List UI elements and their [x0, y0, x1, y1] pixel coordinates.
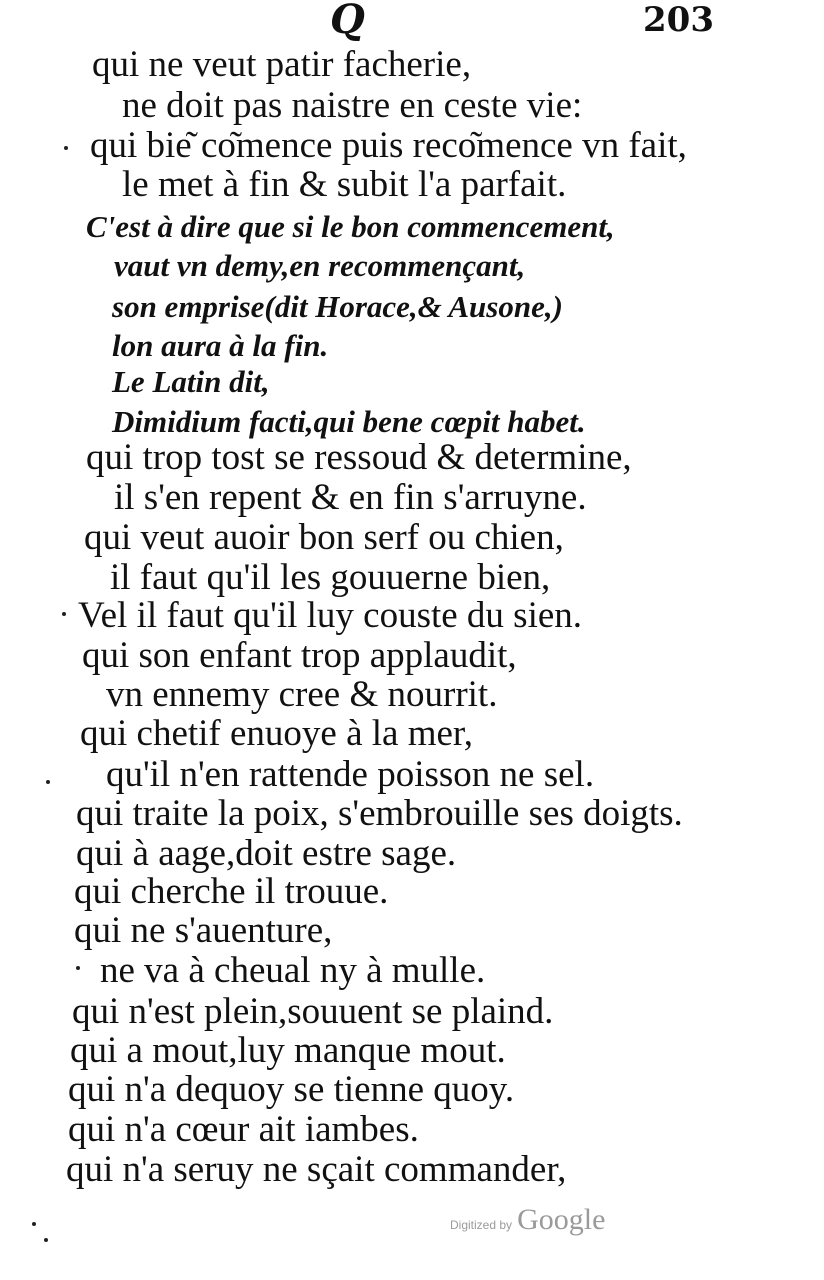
text-line: son emprise(dit Horace,& Ausone,) [112, 289, 563, 324]
text-line: qu'il n'en rattende poisson ne sel. [106, 754, 595, 795]
text-line: qui bie͂ co͂mence puis reco͂mence vn fait, [90, 125, 687, 166]
text-line: lon aura à la fin. [112, 328, 329, 363]
page-number: 203 [643, 0, 714, 40]
text-line: Dimidium facti,qui bene cœpit habet. [112, 404, 586, 439]
text-line: qui ne s'auenture, [74, 910, 333, 951]
text-line: qui n'a dequoy se tienne quoy. [68, 1069, 515, 1110]
text-line: qui à aage,doit estre sage. [76, 833, 457, 874]
text-line: il s'en repent & en fin s'arruyne. [114, 477, 587, 518]
text-line: qui cherche il trouue. [74, 871, 389, 912]
ink-speck [32, 1222, 36, 1226]
text-line: C'est à dire que si le bon commencement, [86, 209, 615, 244]
text-line: qui chetif enuoye à la mer, [80, 713, 474, 754]
digitized-label: Digitized by [450, 1218, 513, 1232]
ink-speck [46, 780, 50, 784]
text-line: qui n'a cœur ait iambes. [68, 1109, 419, 1150]
text-line: ne va à cheual ny à mulle. [100, 950, 486, 991]
text-line: ne doit pas naistre en ceste vie: [122, 85, 583, 126]
text-line: vaut vn demy,en recommençant, [114, 248, 526, 283]
text-line: Le Latin dit, [112, 364, 270, 399]
text-line: qui traite la poix, s'embrouille ses doigts. [76, 793, 683, 834]
text-line: qui n'est plein,souuent se plaind. [72, 991, 554, 1032]
text-line: qui veut auoir bon serf ou chien, [84, 517, 564, 558]
ink-speck [44, 1238, 48, 1242]
digitized-by-google-watermark [450, 1203, 605, 1237]
ink-speck [76, 966, 80, 970]
ink-speck [62, 612, 66, 616]
text-line: il faut qu'il les gouuerne bien, [110, 557, 551, 598]
text-line: qui trop tost se ressoud & determine, [86, 437, 632, 478]
signature-mark: Q [330, 0, 366, 43]
text-line: qui ne veut patir facherie, [92, 44, 472, 85]
text-line: qui n'a seruy ne sçait commander, [66, 1149, 567, 1190]
text-line: le met à fin & subit l'a parfait. [122, 164, 567, 205]
google-logo-text: Google [517, 1203, 606, 1236]
ink-speck [64, 146, 68, 150]
text-line: qui son enfant trop applaudit, [82, 635, 517, 676]
text-line: qui a mout,luy manque mout. [70, 1030, 506, 1071]
text-line: vn ennemy cree & nourrit. [106, 674, 498, 715]
text-line: Vel il faut qu'il luy couste du sien. [78, 595, 583, 636]
